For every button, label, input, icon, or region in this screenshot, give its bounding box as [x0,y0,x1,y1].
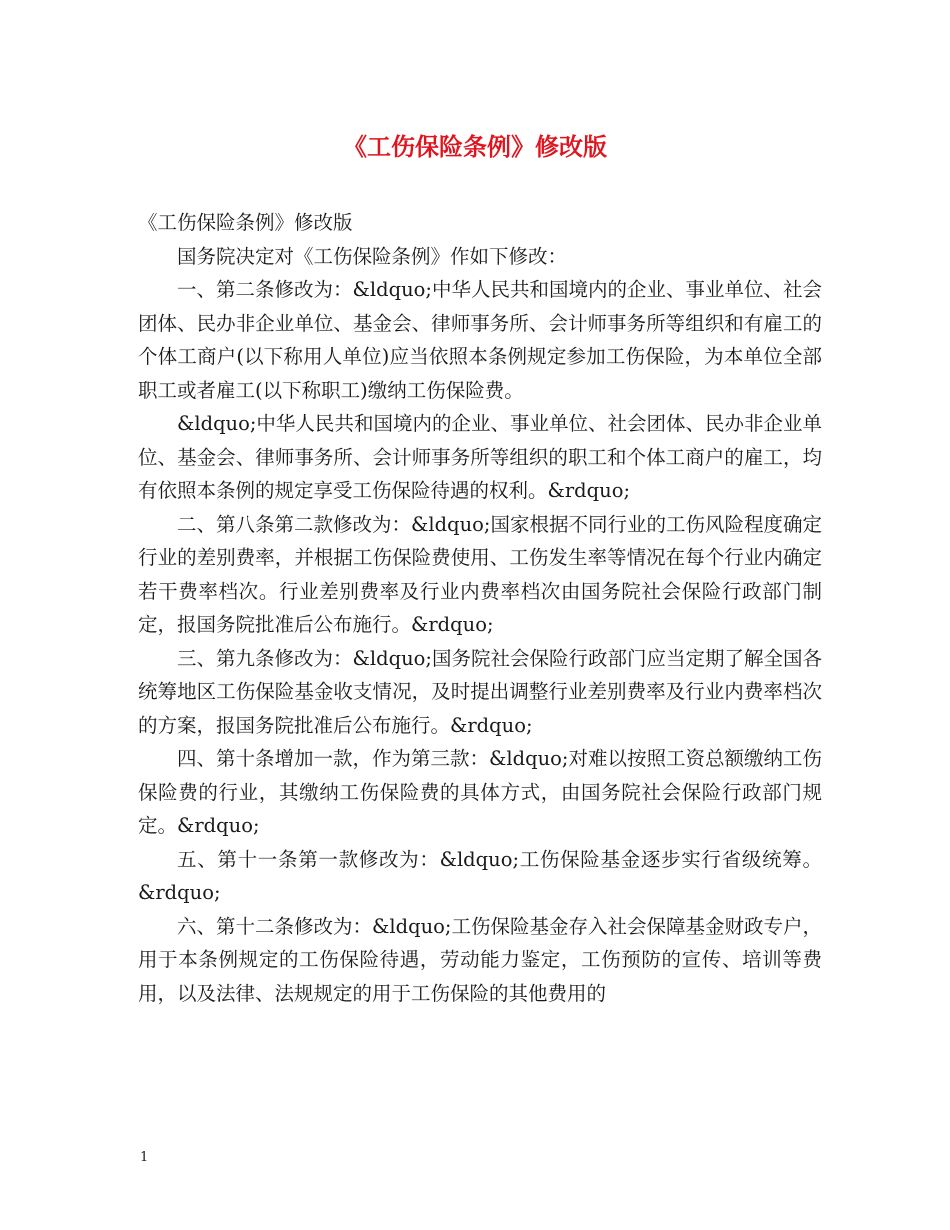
paragraph-item-3: 三、第九条修改为：&ldquo;国务院社会保险行政部门应当定期了解全国各统筹地区工伤保险基金收支情况，及时提出调整行业差别费率及行业内费率档次的方案，报国务院批准后公布施行。&rdquo; [138,646,822,737]
paragraph-intro: 国务院决定对《工伤保险条例》作如下修改： [177,244,568,268]
paragraph-item-4: 四、第十条增加一款，作为第三款：&ldquo;对难以按照工资总额缴纳工伤保险费的行业，其缴纳工伤保险费的具体方式，由国务院社会保险行政部门规定。&rdquo; [138,747,822,837]
paragraph-item-1-cont: &ldquo;中华人民共和国境内的企业、事业单位、社会团体、民办非企业单位、基金会、律师事务所、会计师事务所等组织的职工和个体工商户的雇工，均有依照本条例的规定享受工伤保险待遇的权利。&rdquo; [138,412,822,502]
document-title: 《工伤保险条例》修改版 [343,133,607,161]
page-number: 1 [140,1150,149,1165]
paragraph-subtitle: 《工伤保险条例》修改版 [138,211,353,234]
paragraph-item-5: 五、第十一条第一款修改为：&ldquo;工伤保险基金逐步实行省级统筹。&rdquo; [138,847,822,904]
paragraph-item-1: 一、第二条修改为：&ldquo;中华人民共和国境内的企业、事业单位、社会团体、民办非企业单位、基金会、律师事务所、会计师事务所等组织和有雇工的个体工商户(以下称用人单位)应当依照本条例规定参加工伤保险，为本单位全部职工或者雇工(以下称职工)缴纳工伤保险费。 [138,278,822,402]
paragraph-item-6: 六、第十二条修改为：&ldquo;工伤保险基金存入社会保障基金财政专户，用于本条例规定的工伤保险待遇，劳动能力鉴定，工伤预防的宣传、培训等费用，以及法律、法规规定的用于工伤保险的其他费用的 [138,914,822,1005]
paragraph-item-2: 二、第八条第二款修改为：&ldquo;国家根据不同行业的工伤风险程度确定行业的差别费率，并根据工伤保险费使用、工伤发生率等情况在每个行业内确定若干费率档次。行业差别费率及行业内费率档次由国务院社会保险行政部门制定，报国务院批准后公布施行。&rdquo; [138,512,822,636]
document-body [138,206,822,1010]
